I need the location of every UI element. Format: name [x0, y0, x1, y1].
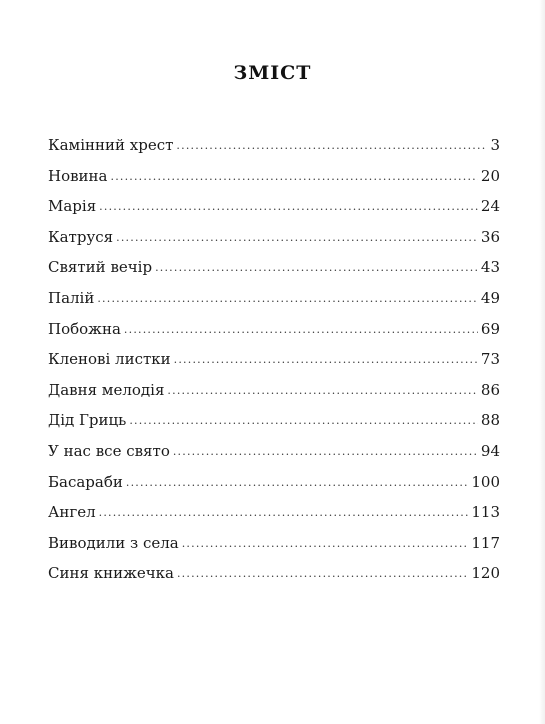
toc-entry: [48, 534, 500, 565]
toc-entry-page: 49: [480, 288, 500, 307]
toc-entry: [48, 411, 500, 442]
toc-entry: [48, 228, 500, 259]
toc-entry-page: 120: [471, 564, 500, 583]
toc-dot-leader: [116, 231, 478, 244]
toc-entry: [48, 258, 500, 289]
toc-entry-page: 100: [471, 472, 500, 491]
toc-dot-leader: [167, 384, 477, 397]
toc-entry: [48, 320, 500, 351]
toc-entry-title: Виводили з села: [48, 533, 179, 552]
toc-entry-title: Святий вечір: [48, 258, 153, 277]
toc-entry-title: У нас все свято: [48, 441, 170, 460]
toc-dot-leader: [174, 353, 478, 366]
toc-entry: [48, 289, 500, 320]
toc-entry-title: Дід Гриць: [48, 411, 127, 430]
toc-entry-page: 20: [480, 166, 500, 185]
page-title: ЗМІСТ: [233, 62, 312, 84]
toc-entry-page: 36: [480, 227, 500, 246]
toc-dot-leader: [182, 537, 469, 550]
toc-entry-title: Кленові листки: [48, 350, 171, 369]
toc-entry-title: Басараби: [48, 472, 123, 491]
toc-entry-title: Давня мелодія: [48, 380, 165, 399]
toc-entry: [48, 564, 500, 595]
toc-dot-leader: [99, 506, 469, 519]
toc-dot-leader: [99, 200, 478, 213]
toc-entry-page: 3: [490, 136, 500, 154]
toc-dot-leader: [155, 261, 478, 274]
toc-entry-title: Новина: [48, 166, 108, 185]
toc-entry: [48, 350, 500, 381]
toc-entry-title: Катруся: [48, 227, 114, 246]
toc-entry-page: 73: [480, 350, 500, 369]
toc-entry-page: 113: [471, 503, 500, 522]
toc-entry-title: Марія: [48, 197, 97, 216]
toc-entry: [48, 197, 500, 228]
toc-entry: [48, 473, 500, 504]
toc-entry-page: 86: [480, 380, 500, 399]
toc-entry-title: Побожна: [48, 319, 121, 338]
toc-entry-title: Синя книжечка: [48, 564, 174, 583]
toc-dot-leader: [129, 414, 478, 427]
toc-entry: [48, 442, 500, 473]
toc-entry-page: 88: [480, 411, 500, 430]
toc-entry-page: 117: [471, 533, 500, 552]
toc-entry-page: 24: [480, 197, 500, 216]
toc-entry-title: Ангел: [48, 503, 96, 522]
toc-entry: [48, 167, 500, 198]
toc-entry: [48, 503, 500, 534]
page-edge-shadow: [539, 0, 545, 724]
toc-dot-leader: [173, 445, 478, 458]
toc-dot-leader: [177, 567, 468, 580]
toc-entry: [48, 136, 500, 167]
toc-entry: [48, 381, 500, 412]
toc-entry-page: 94: [480, 441, 500, 460]
toc-entry-page: 69: [480, 319, 500, 338]
toc-dot-leader: [176, 139, 487, 152]
toc-dot-leader: [126, 476, 468, 489]
toc-entry-title: Палій: [48, 288, 95, 307]
table-of-contents: [48, 136, 500, 595]
toc-entry-page: 43: [480, 258, 500, 277]
toc-dot-leader: [111, 170, 478, 183]
toc-dot-leader: [124, 323, 478, 336]
toc-entry-title: Камінний хрест: [48, 136, 174, 154]
toc-dot-leader: [97, 292, 478, 305]
